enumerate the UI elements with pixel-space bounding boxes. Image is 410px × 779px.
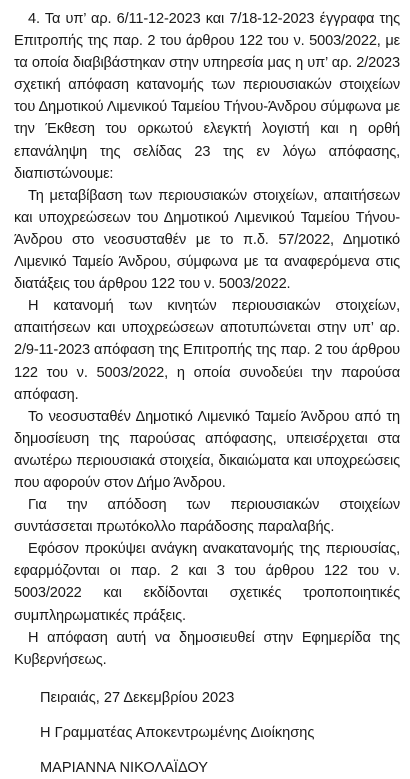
paragraph-5: Για την απόδοση των περιουσιακών στοιχείων συντάσσεται πρωτόκολλο παράδοσης παραλαβής.: [14, 497, 400, 536]
paragraph-6: Εφόσον προκύψει ανάγκη ανακατανομής της περιουσίας, εφαρμόζονται οι παρ. 2 και 3 του άρθρου 122 του ν. 5003/2022 και εκδίδονται σχετικές τροποποιητικές συμπληρωματικές πράξεις.: [14, 541, 400, 624]
paragraph-2: Τη μεταβίβαση των περιουσιακών στοιχείων, απαιτήσεων και υποχρεώσεων του Δημοτικού Λιμενικού Ταμείου Τήνου-Άνδρου στο νεοσυσταθέν με το π.δ. 57/2022, Δημοτικό Λιμενικό Ταμείο Άνδρου, σύμφωνα με τα αναφερόμενα στις διατάξεις του άρθρου 122 του ν. 5003/2022.: [14, 187, 400, 293]
signatory-name: ΜΑΡΙΑΝΝΑ ΝΙΚΟΛΑΪΔΟΥ: [40, 759, 209, 776]
paragraph-3: Η κατανομή των κινητών περιουσιακών στοιχείων, απαιτήσεων και υποχρεώσεων αποτυπώνεται στην υπ’ αρ. 2/9-11-2023 απόφαση της Επιτροπής της παρ. 2 του άρθρου 122 του ν. 5003/2022, η οποία συνοδεύει την παρούσα απόφαση.: [14, 298, 400, 403]
signatory-title: Η Γραμματέας Αποκεντρωμένης Διοίκησης: [40, 724, 315, 741]
paragraph-1: 4. Τα υπ’ αρ. 6/11-12-2023 και 7/18-12-2023 έγγραφα της Επιτροπής της παρ. 2 του άρθρου 122 του ν. 5003/2022, με τα οποία διαβιβάστηκαν στην υπηρεσία μας η υπ’ αρ. 2/2023 σχετική απόφαση κατανομής των περιουσιακών στοιχείων του Δημοτικού Λιμενικού Ταμείου Τήνου-Άνδρου σύμφωνα με την Έκθεση του ορκωτού ελεγκτή λογιστή και η ορθή επανάληψη της σελίδας 23 της εν λόγω απόφασης, διαπιστώνουμε:: [14, 11, 400, 182]
signature-block: [14, 687, 400, 779]
paragraph-4: Το νεοσυσταθέν Δημοτικό Λιμενικό Ταμείο Άνδρου από τη δημοσίευση της παρούσας απόφασης, υπεισέρχεται στα ανωτέρω περιουσιακά στοιχεία, δικαιώματα και υποχρεώσεις που αφορούν στον Δήμο Άνδρου.: [14, 408, 400, 491]
document-body: [14, 8, 400, 671]
place-date: Πειραιάς, 27 Δεκεμβρίου 2023: [40, 689, 235, 706]
paragraph-7: Η απόφαση αυτή να δημοσιευθεί στην Εφημερίδα της Κυβερνήσεως.: [14, 629, 400, 668]
